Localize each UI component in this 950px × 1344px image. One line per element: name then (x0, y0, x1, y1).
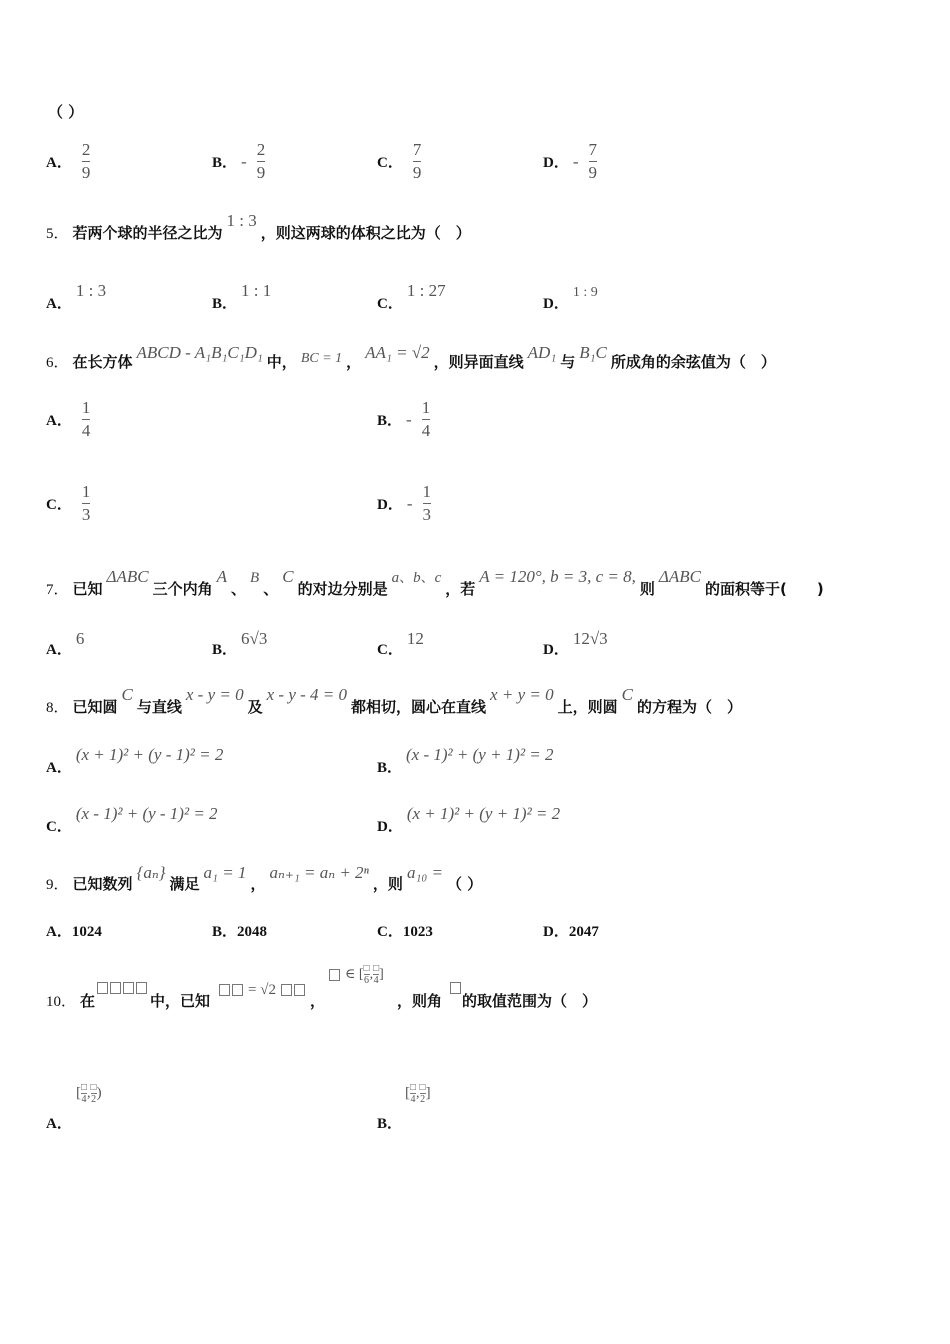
math-recurrence: aₙ₊₁ = aₙ + 2ⁿ (269, 863, 369, 882)
option-interval: [ $\frac{□}{4}$ , $\frac{□}{2}$ ] (405, 1082, 431, 1105)
denominator: 4 (421, 421, 431, 440)
math-line: x - y - 4 = 0 (266, 685, 348, 704)
denominator: 2 (420, 1094, 426, 1105)
math-close: ] (379, 967, 384, 983)
missing-glyph-icon (329, 969, 340, 981)
q5-option-c[interactable] (377, 280, 446, 312)
q5-option-a[interactable] (46, 280, 107, 312)
option-label: A． (46, 642, 72, 658)
missing-glyph-icon (281, 984, 292, 996)
option-value: (x + 1)² + (y + 1)² = 2 (406, 804, 561, 823)
question-number: 10． (46, 994, 77, 1010)
question-6 (46, 342, 776, 371)
question-text: 与 (560, 353, 576, 371)
question-text: 已知数列 (72, 875, 133, 893)
denominator: 4 (373, 975, 379, 986)
math-b1c: B₁C (579, 343, 607, 362)
numerator: □ (81, 1082, 88, 1093)
bracket: ) (96, 1085, 102, 1102)
math-var: C (121, 685, 133, 704)
question-text: ，则这两球的体积之比为（ ） (260, 224, 471, 242)
q8-option-c[interactable] (46, 803, 218, 835)
math-var: C (282, 567, 294, 586)
separator: 、 (420, 571, 435, 586)
option-label: C． (46, 497, 72, 513)
option-value: 1 : 3 (75, 281, 107, 300)
question-text: ，则角 (397, 992, 443, 1010)
option-value: (x + 1)² + (y - 1)² = 2 (75, 745, 224, 764)
question-number: 9． (46, 877, 69, 893)
math-bc: BC = 1 (300, 351, 343, 366)
separator: 、 (231, 580, 247, 598)
option-value: 12√3 (572, 629, 608, 648)
option-value: (x - 1)² + (y + 1)² = 2 (406, 745, 554, 764)
numerator: 1 (81, 482, 91, 501)
option-sign: - (406, 493, 413, 513)
question-7 (46, 566, 824, 598)
option-value: 12 (406, 629, 424, 648)
q7-option-b[interactable] (212, 628, 268, 658)
fraction (589, 140, 598, 183)
math-ad1: AD₁ (527, 343, 557, 362)
option-label: D． (543, 296, 569, 312)
q7-option-d[interactable] (543, 628, 608, 658)
numerator: □ (373, 963, 380, 974)
question-number: 5． (46, 226, 69, 242)
bracket: [ (76, 1085, 81, 1102)
option-value: (x - 1)² + (y - 1)² = 2 (75, 804, 218, 823)
numerator: 1 (81, 398, 91, 417)
denominator: 9 (256, 163, 266, 182)
math-condition: A = 120°, b = 3, c = 8, (479, 567, 636, 586)
question-text: 满足 (169, 875, 200, 893)
question-text: 已知圆 (72, 698, 118, 716)
q8-option-a[interactable] (46, 744, 224, 776)
option-value: 1 : 9 (572, 285, 598, 300)
question-text: 已知 (72, 580, 103, 598)
option-label: D． (543, 924, 569, 940)
denominator: 4 (410, 1094, 416, 1105)
q9-option-b[interactable] (212, 920, 267, 941)
numerator: □ (363, 963, 370, 974)
option-interval: [ $\frac{□}{4}$ , $\frac{□}{2}$ ) (76, 1082, 102, 1105)
denominator: 6 (364, 975, 370, 986)
denominator: 9 (81, 163, 91, 182)
option-label: C． (377, 642, 403, 658)
denominator: 4 (81, 421, 91, 440)
denominator: 9 (588, 163, 598, 182)
option-value: 6 (75, 629, 85, 648)
numerator: □ (410, 1082, 417, 1093)
option-sign: - (241, 151, 247, 171)
question-text: 中，已知 (150, 992, 211, 1010)
math-line: x - y = 0 (185, 685, 244, 704)
fraction (423, 482, 432, 525)
math-sqrt: = √2 (248, 982, 276, 998)
option-label: C． (377, 155, 403, 171)
question-number: 6． (46, 355, 69, 371)
question-10 (46, 990, 95, 1011)
numerator: 7 (412, 140, 422, 159)
q5-option-b[interactable] (212, 280, 272, 312)
option-value: 1024 (71, 924, 102, 940)
option-label: A． (46, 924, 72, 940)
fraction (422, 398, 431, 441)
numerator: 2 (256, 140, 266, 159)
q4-option-a[interactable] (46, 140, 90, 183)
question-text: ， (310, 992, 326, 1010)
option-label: B． (377, 413, 403, 429)
math-var: a (391, 570, 400, 586)
question-9 (46, 862, 483, 893)
math-in: ∈ [ (345, 967, 364, 983)
q9-option-d[interactable] (543, 920, 599, 941)
option-label: B． (212, 924, 238, 940)
question-text: 与直线 (136, 698, 182, 716)
fraction (82, 398, 91, 441)
missing-glyph-icon (136, 982, 147, 994)
missing-glyph-icon (294, 984, 305, 996)
question-text: 及 (247, 698, 263, 716)
math-var: B (250, 570, 260, 586)
missing-glyph-icon (110, 982, 121, 994)
math-target: a₁₀ = (406, 863, 443, 882)
option-value: 1 : 27 (406, 281, 446, 300)
missing-glyph-icon (123, 982, 134, 994)
fraction (257, 140, 266, 183)
math-line: x + y = 0 (490, 685, 554, 704)
math-sequence: {aₙ} (136, 863, 166, 882)
separator: 、 (263, 580, 279, 598)
numerator: □ (419, 1082, 426, 1093)
q4-option-c[interactable] (377, 140, 421, 183)
question-8 (46, 684, 742, 716)
question-text: ，则异面直线 (433, 353, 524, 371)
option-value: 2048 (237, 924, 268, 940)
math-interval-b: ∈ [ $\frac{□}{6}$ , $\frac{□}{4}$ ] (328, 963, 384, 986)
math-sqrt-relation (218, 981, 306, 999)
missing-glyph-icon (97, 982, 108, 994)
option-label: A． (46, 760, 72, 776)
math-ratio: 1 : 3 (226, 211, 257, 230)
q7-option-c[interactable] (377, 628, 424, 658)
option-value: 1023 (402, 924, 433, 940)
question-text: 的取值范围为（ ） (462, 992, 598, 1010)
option-label: A． (46, 155, 72, 171)
question-text: ， (250, 875, 266, 893)
question-text: 在长方体 (72, 353, 133, 371)
numerator: 7 (588, 140, 598, 159)
q4-option-d[interactable] (543, 140, 597, 183)
numerator: □ (90, 1082, 97, 1093)
numerator: 2 (81, 140, 91, 159)
denominator: 3 (422, 505, 432, 524)
missing-glyph-icon (232, 984, 243, 996)
q8-option-d[interactable] (377, 803, 561, 835)
option-label: B． (212, 155, 238, 171)
missing-glyph-placeholder (449, 979, 462, 997)
option-label: D． (543, 642, 569, 658)
option-label: B． (212, 642, 238, 658)
question-text: 在 (80, 992, 96, 1010)
question-number: 7． (46, 582, 69, 598)
math-var: b (413, 570, 421, 586)
question-text: 的对边分别是 (297, 580, 388, 598)
question-text: （ ） (446, 875, 483, 893)
missing-glyph-icon (450, 982, 461, 994)
question-text: 若两个球的半径之比为 (72, 224, 223, 242)
option-sign: - (572, 151, 579, 171)
question-text: 上，则圆 (557, 698, 618, 716)
math-triangle: ΔABC (106, 567, 149, 586)
fraction (413, 140, 422, 183)
fraction (82, 482, 91, 525)
option-label: C． (46, 819, 72, 835)
option-label: B． (377, 1116, 403, 1132)
q7-option-a[interactable] (46, 628, 85, 658)
separator: 、 (399, 571, 414, 586)
math-initial: a₁ = 1 (203, 863, 247, 882)
denominator: 4 (81, 1094, 87, 1105)
denominator: 9 (412, 163, 422, 182)
question-text: 的面积等于( ) (704, 580, 824, 598)
question-text: 都相切，圆心在直线 (351, 698, 487, 716)
fraction (82, 140, 91, 183)
option-label: A． (46, 413, 72, 429)
q4-paren: （ ） (48, 103, 84, 121)
option-label: C． (377, 296, 403, 312)
question-text: ， (346, 353, 362, 371)
option-label: D． (377, 819, 403, 835)
math-cuboid: ABCD - A₁B₁C₁D₁ (136, 343, 263, 362)
q8-option-b[interactable] (377, 744, 554, 776)
math-var: C (621, 685, 633, 704)
q6-option-c[interactable] (46, 482, 90, 525)
q6-option-d[interactable] (377, 482, 431, 525)
option-label: B． (212, 296, 238, 312)
option-value: 6√3 (241, 629, 268, 648)
option-label: B． (377, 760, 403, 776)
option-label: D． (543, 155, 569, 171)
math-triangle: ΔABC (658, 567, 701, 586)
denominator: 2 (91, 1094, 97, 1105)
q5-option-d[interactable] (543, 280, 598, 312)
question-text: 所成角的余弦值为（ ） (610, 353, 776, 371)
denominator: 3 (81, 505, 91, 524)
q6-option-b[interactable] (377, 398, 430, 441)
missing-glyph-icon (219, 984, 230, 996)
math-aa1: AA₁ = √2 (365, 343, 430, 362)
q9-option-a[interactable] (46, 920, 102, 941)
question-text: ，则 (372, 875, 403, 893)
option-value: 1 : 1 (241, 281, 272, 300)
bracket: [ (405, 1085, 410, 1102)
option-label: A． (46, 1116, 72, 1132)
question-number: 8． (46, 700, 69, 716)
option-label: D． (377, 497, 403, 513)
option-sign: - (406, 409, 412, 429)
question-text: ，若 (445, 580, 476, 598)
option-value: 2047 (568, 924, 599, 940)
missing-glyph-placeholder (96, 979, 148, 997)
option-label: A． (46, 296, 72, 312)
math-var: c (434, 570, 442, 586)
numerator: 1 (422, 482, 432, 501)
numerator: 1 (421, 398, 431, 417)
math-var: A (216, 567, 228, 586)
question-text: 则 (639, 580, 655, 598)
question-text: 的方程为（ ） (636, 698, 742, 716)
question-text: 中， (266, 353, 297, 371)
option-label: C． (377, 924, 403, 940)
question-text: 三个内角 (152, 580, 213, 598)
q6-option-a[interactable] (46, 398, 90, 441)
q4-option-b[interactable] (212, 140, 265, 183)
question-5 (46, 211, 471, 243)
q9-option-c[interactable] (377, 920, 433, 941)
bracket: ] (425, 1085, 431, 1102)
